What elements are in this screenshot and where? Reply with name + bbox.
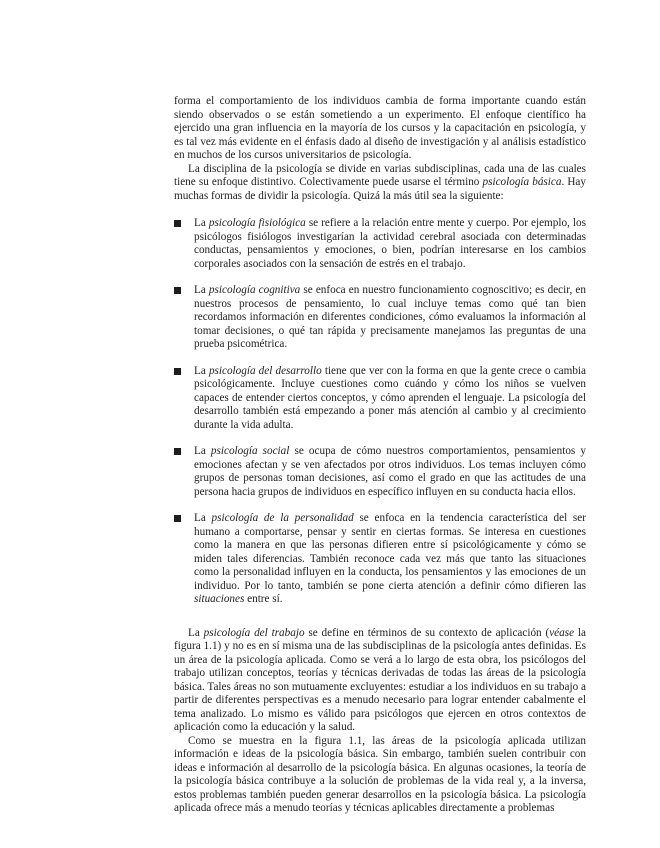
square-bullet-icon [174,368,181,375]
square-bullet-icon [174,515,181,522]
list-item-lead: La [194,445,211,457]
list-item-social [174,445,586,499]
list-item-term: psicología social [210,445,290,457]
list-item-personality [174,512,586,607]
emphasis-term: psicología básica [482,176,562,188]
list-item-text: entre sí. [244,593,283,605]
list-item-cognitive [174,284,586,352]
list-item-term: psicología fisiológica [208,217,306,229]
list-item-term: psicología de la personalidad [211,512,354,524]
text-column [174,95,586,816]
list-item-text: se enfoca en nuestro funcionamiento cognoscitivo; es decir, en nuestros procesos de pensamiento, lo cual incluye temas como qué tan bien recordamos información en diferentes condiciones, cómo evaluamos la información al tomar decisiones, o qué tan rápida y precisamente manejamos las preguntas de una prueba psicométrica. [194,284,586,350]
paragraph-intro: forma el comportamiento de los individuos cambia de forma importante cuando están siendo observados o se están sometiendo a un experimento. El enfoque científico ha ejercido una gran influencia en la mayoría de los cursos y la capacitación en psicología, y es tal vez más evidente en el énfasis dado al diseño de investigación y al análisis estadístico en muchos de los cursos universitarios de psicología. [174,95,586,161]
list-item-term: situaciones [194,593,245,605]
list-item-lead: La [194,364,209,377]
paragraph-work-psychology [174,627,586,735]
list-item-text: se refiere a la relación entre mente y cuerpo. Por ejemplo, los psicólogos fisiólogos investigarían la actividad cerebral asociada con determinadas conductas, pensamientos y emociones, o bien, podrían interesarse en los cambios corporales asociados con la sensación de estrés en el trabajo. [194,217,586,270]
list-item-text: tiene que ver con la forma en que la gente crece o cambia psicológicamente. Incluye cuestiones como cuándo y cómo los niños se vuelven capaces de entender ciertos conceptos, y cómo aprenden el lenguaje. La psicología del desarrollo también está empezando a poner más atención al cambio y al crecimiento durante la vida adulta. [194,364,586,431]
paragraph-text: . Hay muchas formas de dividir la psicología. Quizá la más útil sea la siguiente: [174,176,586,202]
paragraph-subdisciplines [174,163,586,204]
list-item-lead: La [194,512,212,524]
paragraph-applied-psychology: Como se muestra en la figura 1.1, las áreas de la psicología aplicada utilizan información e ideas de la psicología básica. Sin embargo, también suelen contribuir con ideas e información al desarrollo de la psicología básica. En algunas ocasiones, la teoría de la psicología básica contribuye a la solución de problemas de la vida real y, a la inversa, estos problemas también pueden generar desarrollos en la psicología básica. La psicología aplicada ofrece más a menudo teorías y técnicas aplicables directamente a problemas [174,734,586,814]
list-item-physiological [174,217,586,271]
paragraph-text: la figura 1.1) y no es en sí misma una de las subdisciplinas de la psicología antes definidas. Es un área de la psicología aplicada. Como se verá a lo largo de esta obra, los psicólogos del trabajo utilizan conceptos, teorías y técnicas derivadas de todas las áreas de la psicología básica. Tales áreas no son mutuamente excluyentes: estudiar a los individuos en su trabajo a partir de diferentes perspectivas es a menudo necesario para lograr entender cabalmente el tema analizado. Lo mismo es válido para psicólogos que ejercen en otros contextos de aplicación como la educación y la salud. [174,626,586,733]
paragraph-text: se define en términos de su contexto de aplicación ( [304,626,550,639]
list-item-developmental [174,365,586,433]
paragraph-text: La disciplina de la psicología se divide en varias subdisciplinas, cada una de las cuales tiene su enfoque distintivo. Colectivamente puede usarse el término [174,162,586,188]
subdisciplines-list [174,217,586,607]
emphasis-term: véase [549,626,575,639]
square-bullet-icon [174,448,181,455]
square-bullet-icon [174,220,181,227]
list-item-text: se enfoca en la tendencia característica del ser humano a comportarse, pensar y sentir en ciertas formas. Se interesa en cuestiones como la manera en que las personas difieren entre sí psicológicamente y cómo se miden tales diferencias. También reconoce cada vez más que tanto las situaciones como la personalidad influyen en la conducta, los pensamientos y las emociones de un individuo. Por lo tanto, también se pone cierta atención a definir cómo difieren las [194,512,586,592]
square-bullet-icon [174,287,181,294]
list-item-lead: La [194,217,209,229]
emphasis-term: psicología del trabajo [203,626,305,639]
list-item-term: psicología del desarrollo [208,364,322,377]
paragraph-text: La [188,626,204,639]
list-item-term: psicología cognitiva [208,284,301,296]
list-item-lead: La [194,284,209,296]
list-item-text: se ocupa de cómo nuestros comportamientos, pensamientos y emociones afectan y se ven afectados por otros individuos. Los temas incluyen cómo grupos de personas toman decisiones, así como el grado en que las actitudes de una persona hacia grupos de individuos en específico influyen en su conducta hacia ellos. [194,445,586,498]
